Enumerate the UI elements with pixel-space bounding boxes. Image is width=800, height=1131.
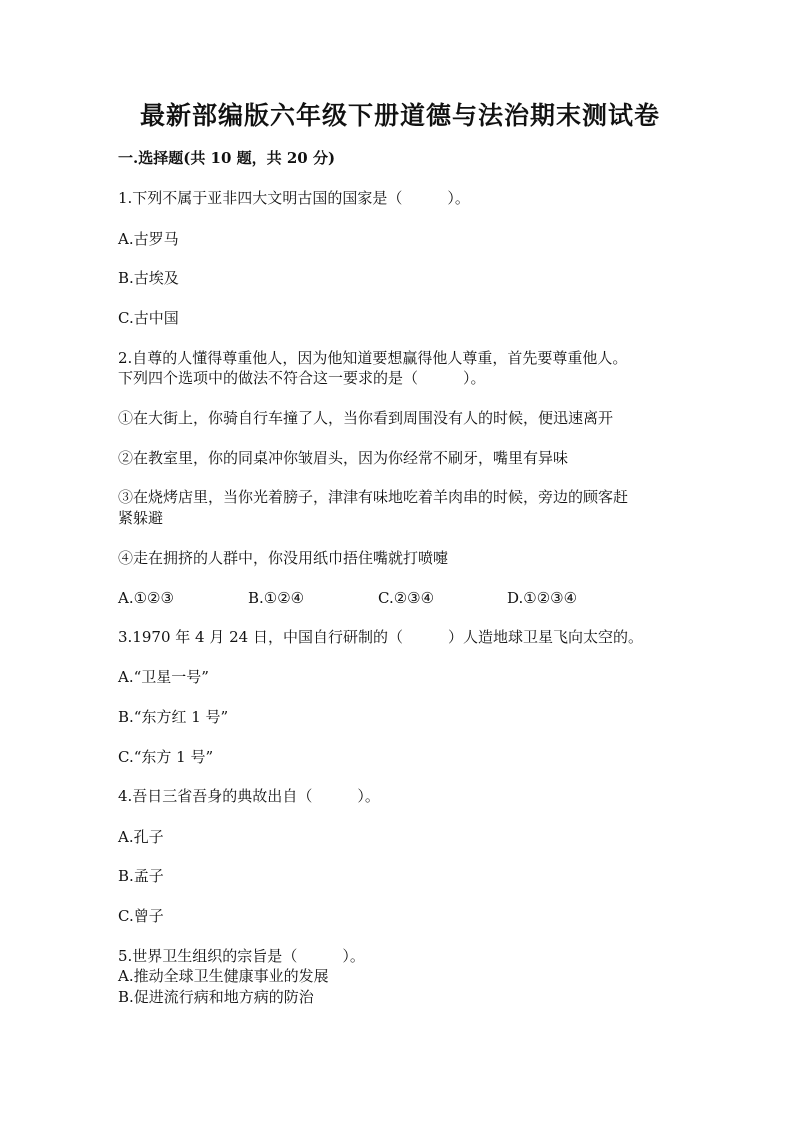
question-4-option-b: B.孟子 xyxy=(118,867,164,885)
question-2-statement-2: ②在教室里，你的同桌冲你皱眉头，因为你经常不刷牙，嘴里有异味 xyxy=(118,449,569,467)
question-4-option-c: C.曾子 xyxy=(118,907,164,925)
question-1-option-a: A.古罗马 xyxy=(118,230,179,248)
question-4-stem: 4.吾日三省吾身的典故出自（ ）。 xyxy=(118,787,380,805)
question-5-stem: 5.世界卫生组织的宗旨是（ ）。 xyxy=(118,947,365,965)
question-3-stem: 3.1970 年 4 月 24 日，中国自行研制的（ ）人造地球卫星飞向太空的。 xyxy=(118,628,643,646)
question-1-option-b: B.古埃及 xyxy=(118,269,179,287)
question-2-statement-1: ①在大街上，你骑自行车撞了人，当你看到周围没有人的时候，便迅速离开 xyxy=(118,409,614,427)
question-3-option-c: C.“东方 1 号” xyxy=(118,748,214,766)
section-heading: 一.选择题(共 10 题，共 20 分) xyxy=(118,149,336,167)
question-2-statement-3-line2: 紧躲避 xyxy=(118,509,164,527)
question-2-option-d: D.①②③④ xyxy=(507,589,578,607)
question-2-stem-line2: 下列四个选项中的做法不符合这一要求的是（ ）。 xyxy=(118,369,486,387)
question-2-option-a: A.①②③ xyxy=(118,589,174,607)
question-2-stem-line1: 2.自尊的人懂得尊重他人，因为他知道要想赢得他人尊重，首先要尊重他人。 xyxy=(118,349,628,367)
question-5-option-a: A.推动全球卫生健康事业的发展 xyxy=(118,967,329,985)
question-3-option-b: B.“东方红 1 号” xyxy=(118,708,229,726)
question-4-option-a: A.孔子 xyxy=(118,828,164,846)
question-2-statement-3-line1: ③在烧烤店里，当你光着膀子，津津有味地吃着羊肉串的时候，旁边的顾客赶 xyxy=(118,488,629,506)
question-1-stem: 1.下列不属于亚非四大文明古国的国家是（ ）。 xyxy=(118,189,470,207)
question-2-statement-4: ④走在拥挤的人群中，你没用纸巾捂住嘴就打喷嚏 xyxy=(118,549,449,567)
page-title: 最新部编版六年级下册道德与法治期末测试卷 xyxy=(139,101,660,130)
question-5-option-b: B.促进流行病和地方病的防治 xyxy=(118,988,314,1006)
question-3-option-a: A.“卫星一号” xyxy=(118,668,209,686)
question-2-option-b: B.①②④ xyxy=(248,589,305,607)
question-2-option-c: C.②③④ xyxy=(378,589,435,607)
question-1-option-c: C.古中国 xyxy=(118,309,179,327)
